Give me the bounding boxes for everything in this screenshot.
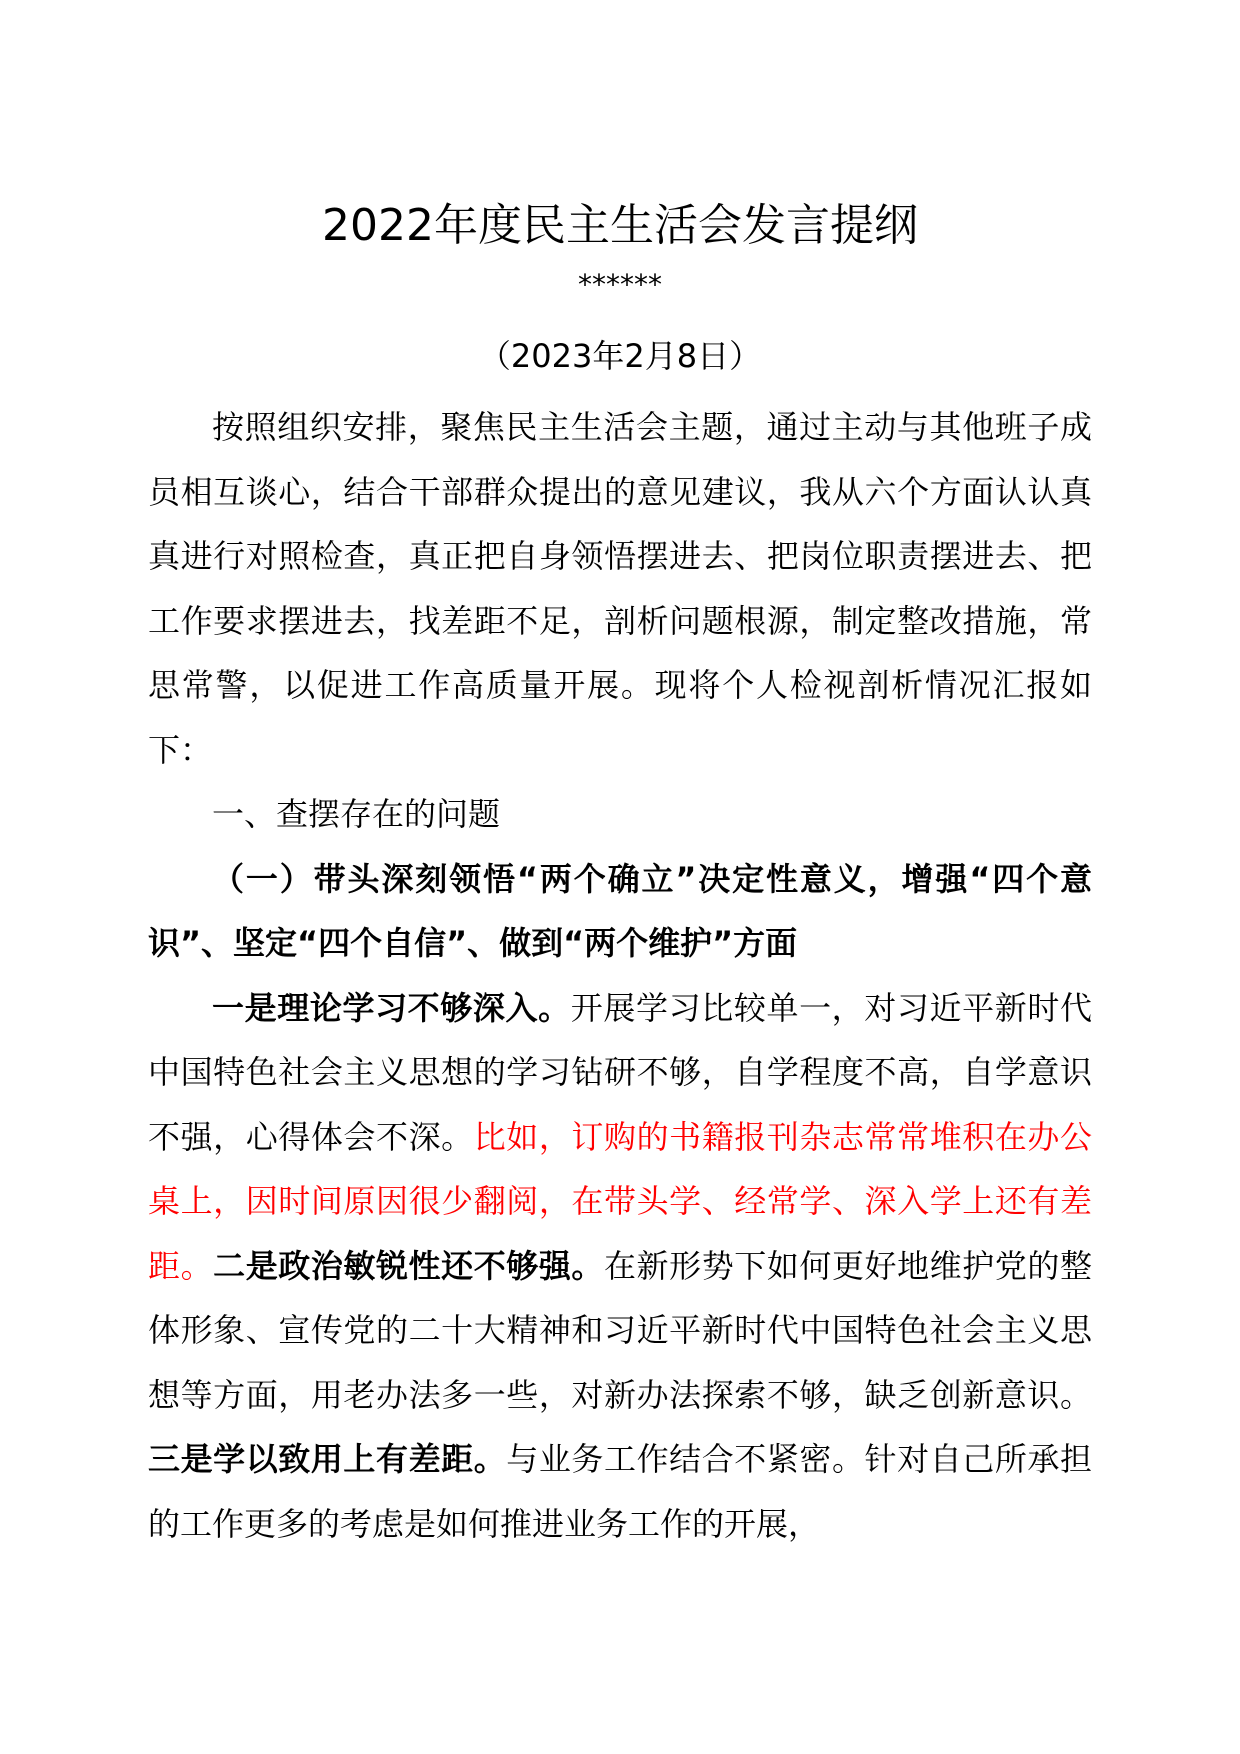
point-1-example: 比如，订购的书籍报刊杂志常常堆积在办公桌上，因时间原因很少翻阅，在带头学、经常学、深入学上还有差距。 <box>148 1117 1092 1285</box>
point-3-text: 与业务工作结合不紧密。针对自己所承担的工作更多的考虑是如何推进业务工作的开展， <box>148 1440 1092 1543</box>
point-1-title: 一是理论学习不够深入。 <box>212 988 571 1027</box>
point-1-text: 开展学习比较单一，对习近平新时代中国特色社会主义思想的学习钻研不够，自学程度不高，自学意识不强，心得体会不深。 <box>148 988 1092 1156</box>
problems-paragraph <box>148 976 1092 1557</box>
subsection-heading: （一）带头深刻领悟“两个确立”决定性意义，增强“四个意识”、坚定“四个自信”、做到“两个维护”方面 <box>148 859 1092 962</box>
document-date: （2023年2月8日） <box>478 337 762 375</box>
intro-paragraph: 按照组织安排，聚焦民主生活会主题，通过主动与其他班子成员相互谈心，结合干部群众提出的意见建议，我从六个方面认认真真进行对照检查，真正把自身领悟摆进去、把岗位职责摆进去、把工作要求摆进去，找差距不足，剖析问题根源，制定整改措施，常思常警，以促进工作高质量开展。现将个人检视剖析情况汇报如下： <box>148 408 1092 769</box>
point-2-title: 二是政治敏锐性还不够强。 <box>213 1246 604 1285</box>
section-heading: 一、查摆存在的问题 <box>212 795 501 833</box>
document-title: 2022年度民主生活会发言提纲 <box>322 200 918 251</box>
point-3-title: 三是学以致用上有差距。 <box>148 1440 507 1478</box>
author-line: ****** <box>578 268 662 301</box>
document-body <box>148 395 1092 1556</box>
point-2-text: 在新形势下如何更好地维护党的整体形象、宣传党的二十大精神和习近平新时代中国特色社会主义思想等方面，用老办法多一些，对新办法探索不够，缺乏创新意识。 <box>148 1246 1092 1414</box>
